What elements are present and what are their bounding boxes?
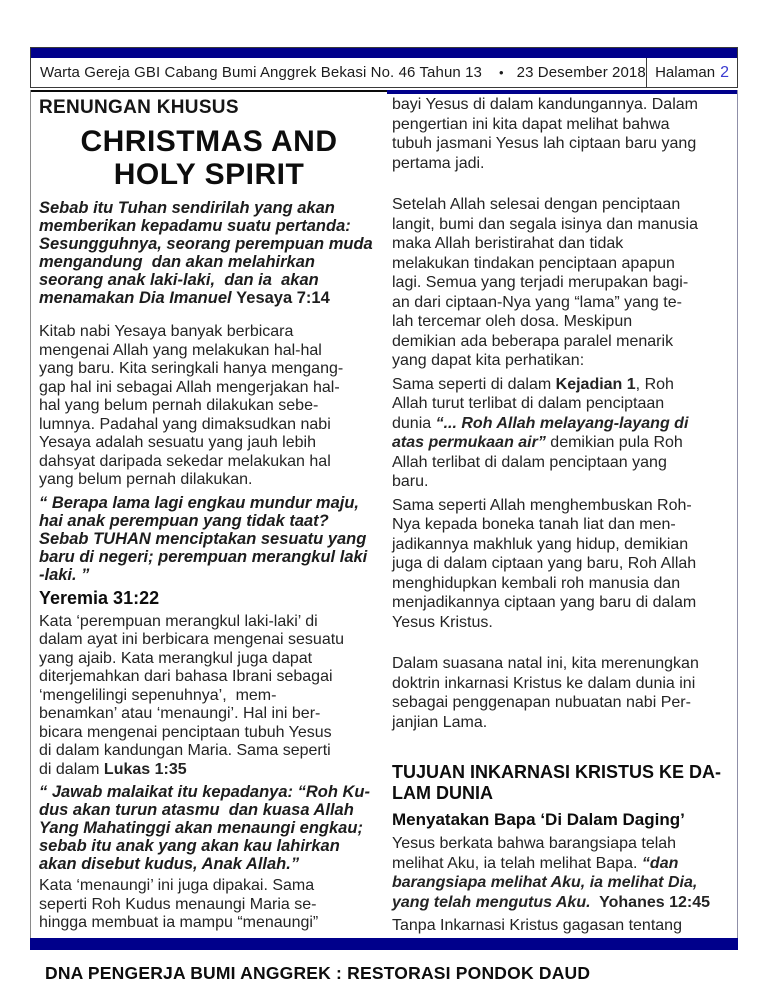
two-column-layout: [31, 90, 737, 936]
masthead-title: [31, 64, 646, 81]
page-number: 2: [720, 63, 729, 81]
scripture-quote: “ Jawab malaikat itu kepadanya: “Roh Ku- dus akan turun atasmu dan kuasa Allah Yang Mahatinggi akan menaungi engkau; sebab itu anak yang akan kau lahirkan akan disebut kudus, Anak Allah.”: [39, 783, 370, 873]
bullet-separator: •: [498, 65, 504, 80]
article-paragraph: Yesus berkata bahwa barangsiapa telah melihat Aku, ia telah melihat Bapa. “dan barangsiapa melihat Aku, ia melihat Dia, yang telah mengutus Aku. Yohanes 12:45: [392, 835, 711, 911]
section-label: RENUNGAN KHUSUS: [39, 97, 239, 118]
bottom-bar: [30, 938, 738, 950]
left-column: [31, 95, 379, 936]
divider-top-left: [31, 90, 387, 92]
divider-top-right: [387, 90, 737, 94]
article-paragraph: Tanpa Inkarnasi Kristus gagasan tentang: [392, 917, 682, 934]
masthead-date: 23 Desember 2018: [516, 64, 646, 81]
footer-text: DNA PENGERJA BUMI ANGGREK : RESTORASI PONDOK DAUD: [45, 963, 591, 983]
sub-heading: Menyatakan Bapa ‘Di Dalam Daging’: [392, 810, 685, 829]
article-title: CHRISTMAS AND HOLY SPIRIT: [80, 125, 338, 191]
masthead-top-bar: [31, 48, 737, 58]
article-paragraph: bayi Yesus di dalam kandungannya. Dalam pengertian ini kita dapat melihat bahwa tubuh jasmani Yesus lah ciptaan baru yang pertama jadi.: [392, 96, 698, 172]
article-paragraph: Kata ‘perempuan merangkul laki-laki’ di dalam ayat ini berbicara mengenai sesuatu yang ajaib. Kata merangkul juga dapat diterjemahkan dari bahasa Ibrani sebagai ‘mengelilingi sepenuhnya’, mem- benamkan’ atau ‘menaungi’. Hal ini ber- bicara mengenai penciptaan tubuh Yesus di dalam kandungan Maria. Sama seperti di dalam Lukas 1:35: [39, 612, 345, 778]
masthead: [30, 47, 738, 88]
article-paragraph: Kitab nabi Yesaya banyak berbicara mengenai Allah yang melakukan hal-hal yang baru. Kita seringkali hanya mengang- gap hal ini sebagai Allah mengerjakan hal- hal yang belum pernah dilakukan sebe- lumnya. Padahal yang dimaksudkan nabi Yesaya adalah sesuatu yang jauh lebih dahsyat daripada sekedar melakukan hal yang belum pernah dilakukan.: [39, 323, 344, 488]
newsletter-name-issue: Warta Gereja GBI Cabang Bumi Anggrek Bekasi No. 46 Tahun 13: [40, 64, 482, 81]
scripture-quote: “ Berapa lama lagi engkau mundur maju, hai anak perempuan yang tidak taat? Sebab TUHAN menciptakan sesuatu yang baru di negeri; perempuan merangkul laki -laki. ”: [39, 493, 368, 584]
content-area: [30, 90, 738, 950]
masthead-row: [31, 58, 737, 87]
article-paragraph: Sama seperti di dalam Kejadian 1, Roh Allah turut terlibat di dalam penciptaan dunia “... Roh Allah melayang-layang di atas permukaan air” demikian pula Roh Allah terlibat di dalam penciptaan yang baru.: [392, 375, 689, 490]
verse-reference-heading: Yeremia 31:22: [39, 587, 160, 608]
article-paragraph: Dalam suasana natal ini, kita merenungkan doktrin inkarnasi Kristus ke dalam dunia ini sebagai penggenapan nubuatan nabi Per- janjian Lama.: [392, 655, 699, 731]
article-paragraph: Setelah Allah selesai dengan penciptaan langit, bumi dan segala isinya dan manusia maka Allah beristirahat dan tidak melakukan tindakan penciptaan apapun lagi. Semua yang terjadi merupakan bagi- an dari ciptaan-Nya yang “lama” yang te- lah tercemar oleh dosa. Meskipun demikian ada beberapa paralel menarik yang dapat kita perhatikan:: [392, 196, 698, 369]
page-label: Halaman: [655, 64, 716, 81]
article-paragraph: Kata ‘menaungi’ ini juga dipakai. Sama seperti Roh Kudus menaungi Maria se- hingga membuat ia mampu “menaungi”: [39, 877, 319, 931]
article-paragraph: Sama seperti Allah menghembuskan Roh- Nya kepada boneka tanah liat dan men- jadikannya makhluk yang hidup, demikian juga di dalam ciptaan yang baru, Roh Allah menghidupkan kembali roh manusia dan menjadikannya ciptaan yang baru di dalam Yesus Kristus.: [392, 496, 697, 631]
page-number-cell: [646, 58, 737, 87]
right-column: [379, 95, 737, 936]
scripture-quote: Sebab itu Tuhan sendirilah yang akan memberikan kepadamu suatu pertanda: Sesungguhnya, seorang perempuan muda mengandung dan akan melahirkan seorang anak laki-laki, dan ia akan menamakan Dia Imanuel Yesaya 7:14: [39, 199, 373, 307]
section-heading: TUJUAN INKARNASI KRISTUS KE DA- LAM DUNIA: [392, 762, 722, 803]
